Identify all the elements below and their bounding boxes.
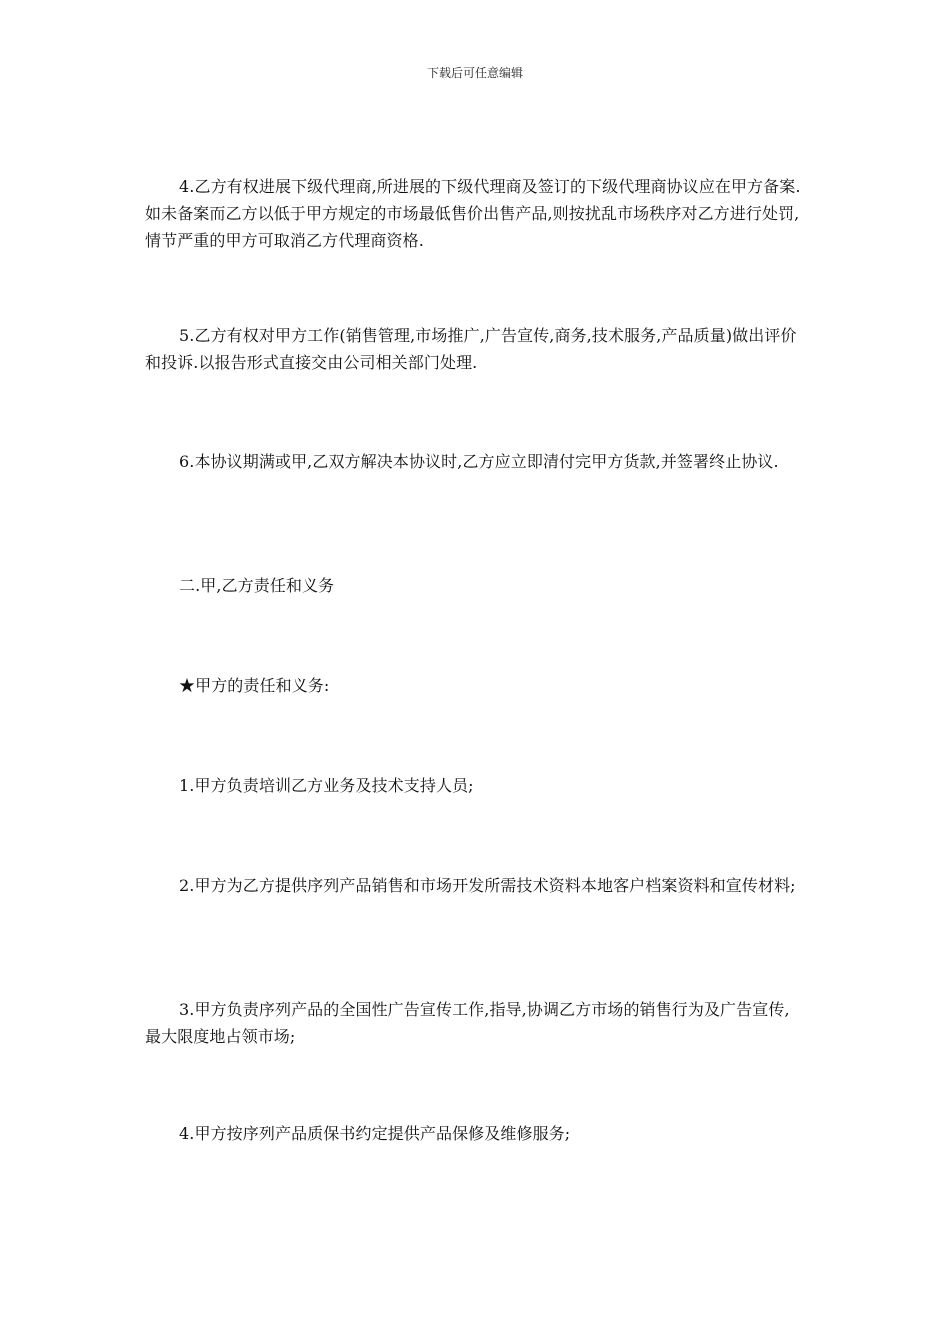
duty-3-advertising: 3.甲方负责序列产品的全国性广告宣传工作,指导,协调乙方市场的销售行为及广告宣传,最大限度地占领市场; bbox=[145, 1000, 790, 1046]
clause-4-sub-agents: 4.乙方有权进展下级代理商,所进展的下级代理商及签订的下级代理商协议应在甲方备案.如未备案而乙方以低于甲方规定的市场最低售价出售产品,则按扰乱市场秩序对乙方进行处罚,情节严重的甲方可取消乙方代理商资格. bbox=[145, 177, 801, 250]
duty-1-training: 1.甲方负责培训乙方业务及技术支持人员; bbox=[179, 776, 474, 795]
page-header: 下载后可任意编辑 bbox=[426, 66, 523, 80]
clause-6-termination: 6.本协议期满或甲,乙双方解决本协议时,乙方应立即清付完甲方货款,并签署终止协议. bbox=[179, 452, 779, 471]
clause-5-evaluation: 5.乙方有权对甲方工作(销售管理,市场推广,广告宣传,商务,技术服务,产品质量)做出评价和投诉.以报告形式直接交由公司相关部门处理. bbox=[145, 326, 797, 372]
section-heading-responsibilities: 二.甲,乙方责任和义务 bbox=[179, 576, 335, 595]
duty-2-materials: 2.甲方为乙方提供序列产品销售和市场开发所需技术资料本地客户档案资料和宣传材料; bbox=[179, 876, 796, 895]
duty-4-warranty: 4.甲方按序列产品质保书约定提供产品保修及维修服务; bbox=[179, 1124, 571, 1143]
subheading-party-a-duties: ★甲方的责任和义务: bbox=[179, 676, 330, 695]
